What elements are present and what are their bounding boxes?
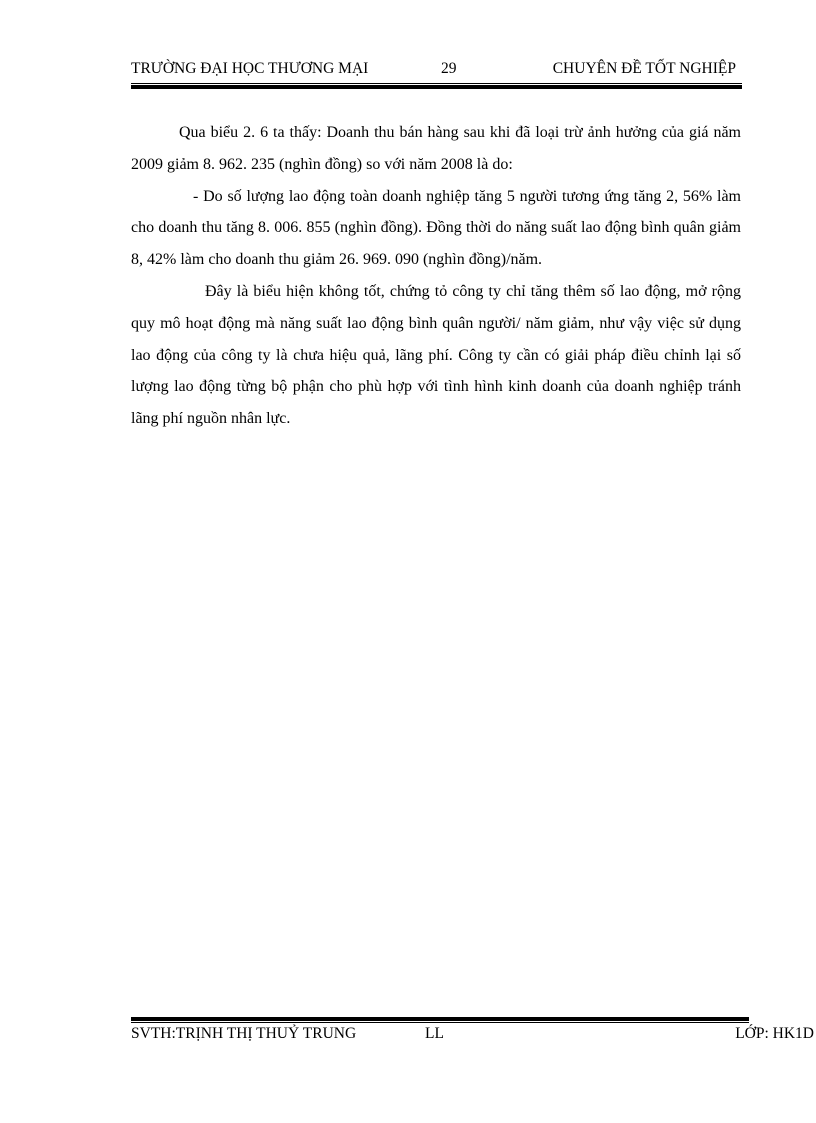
body-paragraph: Đây là biểu hiện không tốt, chứng tỏ công ty chỉ tăng thêm số lao động, mở rộng quy mô hoạt động mà năng suất lao động bình quân người/ năm giảm, như vậy việc sử dụng lao động của công ty là chưa hiệu quả, lãng phí. Công ty cần có giải pháp điều chỉnh lại số lượng lao động từng bộ phận cho phù hợp với tình hình kinh doanh của doanh nghiệp tránh lãng phí nguồn nhân lực. (131, 282, 741, 428)
footer-class-name: LỚP: HK1D (735, 1025, 814, 1042)
page-header (131, 60, 742, 82)
page-footer (131, 1025, 816, 1047)
header-divider-thin-line (131, 83, 742, 84)
footer-divider-thin-line (131, 1022, 749, 1023)
body-paragraph: - Do số lượng lao động toàn doanh nghiệp tăng 5 người tương ứng tăng 2, 56% làm cho doanh thu tăng 8. 006. 855 (nghìn đồng). Đồng thời do năng suất lao động bình quân giảm 8, 42% làm cho doanh thu giảm 26. 969. 090 (nghìn đồng)/năm. (131, 187, 741, 269)
footer-divider-thick-line (131, 1017, 749, 1021)
page-body (131, 117, 741, 435)
header-page-number: 29 (441, 60, 457, 77)
footer-divider (131, 1017, 749, 1023)
header-divider (131, 83, 742, 89)
body-paragraph: Qua biểu 2. 6 ta thấy: Doanh thu bán hàng sau khi đã loại trừ ảnh hưởng của giá năm 2009 giảm 8. 962. 235 (nghìn đồng) so với năm 2008 là do: (131, 124, 741, 173)
footer-student-name: SVTH:TRỊNH THỊ THUỶ TRUNG (131, 1025, 357, 1042)
footer-center-text: LL (425, 1025, 444, 1042)
header-school-name: TRƯỜNG ĐẠI HỌC THƯƠNG MẠI (131, 60, 369, 77)
header-report-type: CHUYÊN ĐỀ TỐT NGHIỆP (552, 60, 736, 77)
header-divider-thick-line (131, 85, 742, 89)
